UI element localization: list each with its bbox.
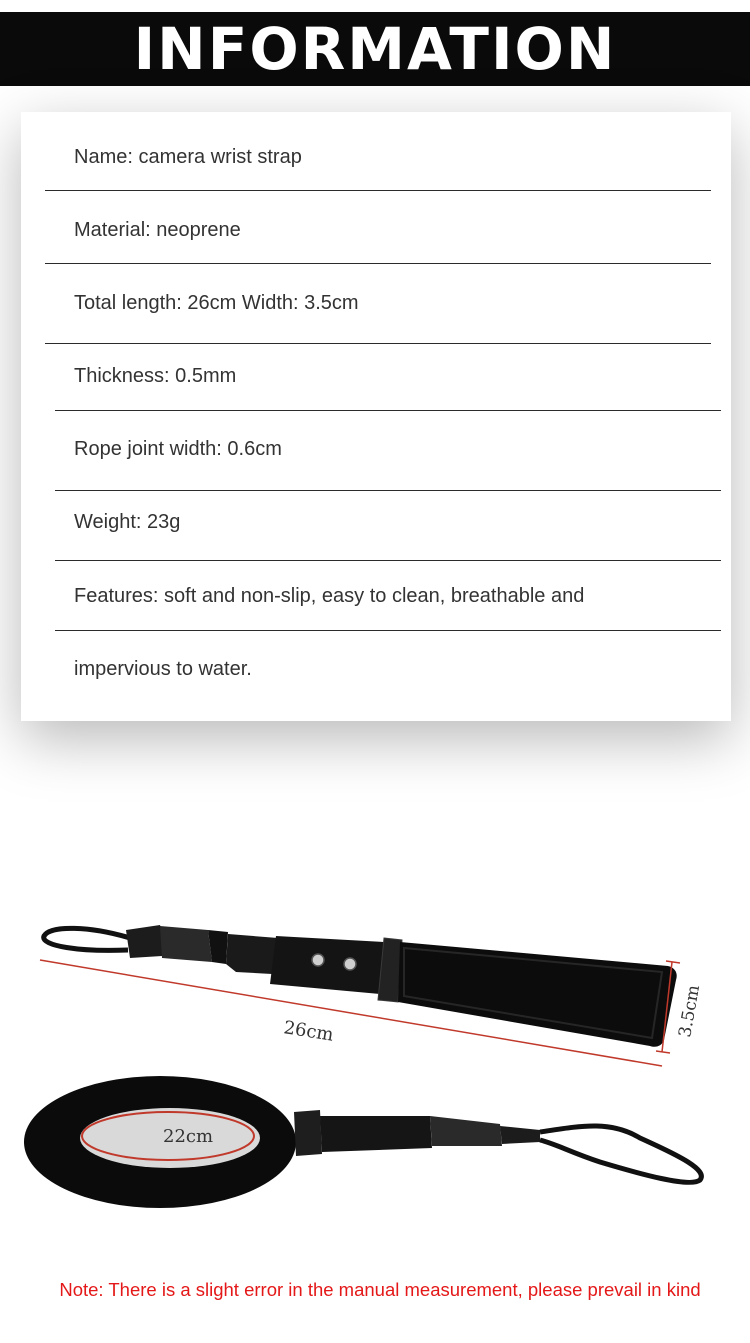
spec-length-width: Total length: 26cm Width: 3.5cm [74,292,359,314]
bottom-webbing [320,1116,432,1152]
divider [55,410,721,411]
bottom-buckle [430,1116,502,1146]
cord-tab [126,925,166,958]
bottom-buckle-clip [500,1126,540,1144]
bottom-cord-loop [540,1126,701,1182]
spec-features-continued: impervious to water. [74,658,252,680]
divider [55,560,721,561]
length-label: 26cm [282,1017,335,1046]
neoprene-pad [398,942,677,1047]
spec-weight: Weight: 23g [74,511,181,533]
spec-thickness: Thickness: 0.5mm [74,365,237,387]
loop-label: 22cm [163,1126,214,1147]
buckle [160,926,212,962]
rivet-icon [312,954,324,966]
spec-rope-joint-width: Rope joint width: 0.6cm [74,438,282,460]
bottom-keeper [294,1110,322,1156]
spec-material: Material: neoprene [74,219,241,241]
width-tick [666,961,680,963]
width-label: 3.5cm [675,983,705,1039]
header-banner [0,12,750,86]
spec-name: Name: camera wrist strap [74,146,302,168]
cord-loop [44,928,130,950]
rivet-icon [344,958,356,970]
page-title: INFORMATION [133,15,617,83]
product-photo [0,880,750,1220]
divider [45,263,711,264]
measurement-note: Note: There is a slight error in the manual measurement, please prevail in kind [59,1279,701,1300]
divider [45,343,711,344]
divider [55,630,721,631]
spec-features: Features: soft and non-slip, easy to clean, breathable and [74,585,585,607]
divider [55,490,721,491]
wrist-strap-illustration [0,880,750,1220]
buckle-male [226,934,278,974]
divider [45,190,711,191]
leather-tab [270,936,384,994]
info-card [21,112,731,721]
width-tick [656,1051,670,1053]
